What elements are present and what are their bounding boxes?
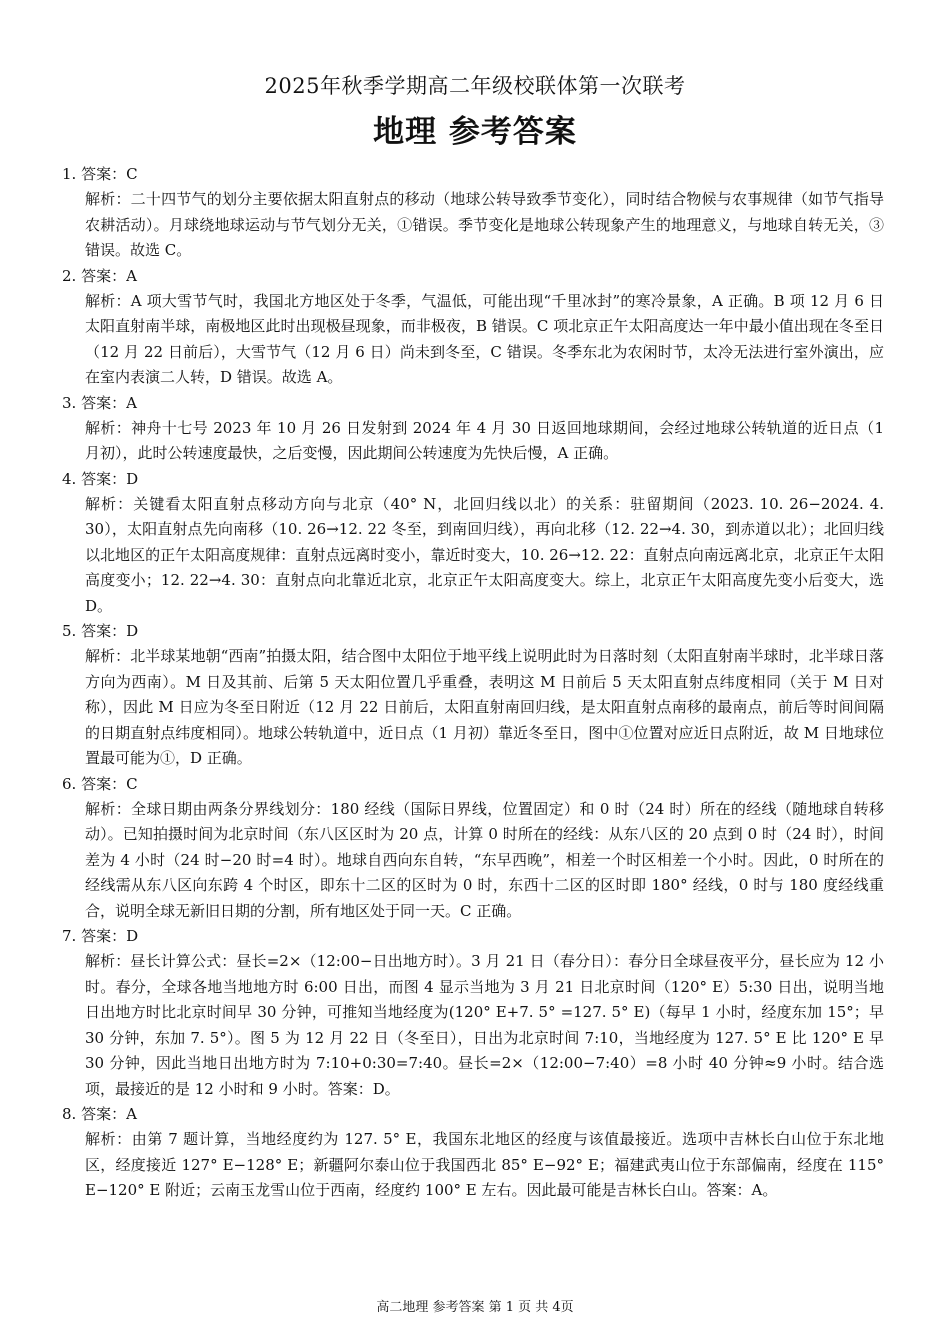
explanation-text: 解析：神舟十七号 2023 年 10 月 26 日发射到 2024 年 4 月 30 日返回地球期间，会经过地球公转轨道的近日点（1 月初），此时公转速度最快，之后变慢，因此期间公转速度为先快后慢，A 正确。 (85, 418, 884, 462)
answer-line: 1. 答案：C (62, 165, 138, 183)
explanation-text: 解析：A 项大雪节气时，我国北方地区处于冬季，气温低，可能出现“千里冰封”的寒冷景象，A 正确。B 项 12 月 6 日太阳直射南半球，南极地区此时出现极昼现象，而非极夜，B 错误。C 项北京正午太阳高度达一年中最小值出现在冬至日（12 月 22 日前后），大雪节气（12 月 6 日）尚未到冬至，C 错误。冬季东北为农闲时节，太冷无法进行室外演出，应在室内表演二人转，D 错误。故选 A。 (85, 291, 884, 386)
explanation-text: 解析：关键看太阳直射点移动方向与北京（40° N，北回归线以北）的关系：驻留期间（2023. 10. 26−2024. 4. 30），太阳直射点先向南移（10. 26→12. 22 冬至，到南回归线），再向北移（12. 22→4. 30，到赤道以北）；北回归线以北地区的正午太阳高度规律：直射点远离时变小，靠近时变大，10. 26→12. 22：直射点向南远离北京，北京正午太阳高度变小；12. 22→4. 30：直射点向北靠近北京，北京正午太阳高度变大。综上，北京正午太阳高度先变小后变大，选 D。 (85, 494, 884, 615)
question-item-7 (62, 924, 884, 1102)
question-item-8 (62, 1102, 884, 1204)
question-item-2 (62, 264, 884, 391)
answer-line: 7. 答案：D (62, 927, 139, 945)
answer-line: 8. 答案：A (62, 1105, 137, 1123)
answer-line: 3. 答案：A (62, 393, 137, 412)
question-item-5 (62, 619, 884, 772)
answer-line: 5. 答案：D (62, 622, 139, 640)
question-item-3 (62, 391, 884, 467)
explanation-text: 解析：由第 7 题计算，当地经度约为 127. 5° E，我国东北地区的经度与该值最接近。选项中吉林长白山位于东北地区，经度接近 127° E−128° E；新疆阿尔泰山位于我国西北 85° E−92° E；福建武夷山位于东部偏南，经度在 115° E−120° E 附近；云南玉龙雪山位于西南，经度约 100° E 左右。因此最可能是吉林长白山。答案：A。 (85, 1130, 884, 1199)
explanation-text: 解析：二十四节气的划分主要依据太阳直射点的移动（地球公转导致季节变化），同时结合物候与农事规律（如节气指导农耕活动）。月球绕地球运动与节气划分无关，①错误。季节变化是地球公转现象产生的地理意义，与地球自转无关，③错误。故选 C。 (85, 190, 884, 259)
page-footer: 高二地理 参考答案 第 1 页 共 4页 (376, 1300, 574, 1315)
exam-title: 2025年秋季学期高二年级校联体第一次联考 (264, 74, 686, 98)
question-item-4 (62, 467, 884, 620)
explanation-text: 解析：全球日期由两条分界线划分：180 经线（国际日界线，位置固定）和 0 时（24 时）所在的经线（随地球自转移动）。已知拍摄时间为北京时间（东八区区时为 20 点，计算 0 时所在的经线：从东八区的 20 点到 0 时（24 时），时间差为 4 小时（24 时−20 时=4 时）。地球自西向东自转，“东早西晚”，相差一个时区相差一个小时。因此，0 时所在的经线需从东八区向东跨 4 个时区，即东十二区的区时为 0 时，东西十二区的区时即 180° 经线，0 时与 180 度经线重合，说明全球无新旧日期的分割，所有地区处于同一天。C 正确。 (85, 799, 884, 920)
answer-line: 4. 答案：D (62, 469, 139, 488)
question-item-6 (62, 772, 884, 925)
explanation-text: 解析：昼长计算公式：昼长=2×（12:00−日出地方时）。3 月 21 日（春分日）：春分日全球昼夜平分，昼长应为 12 小时。春分，全球各地当地地方时 6:00 日出，而图 4 显示当地为 3 月 21 日北京时间（120° E）5:30 日出，说明当地日出地方时比北京时间早 30 分钟，可推知当地经度为(120° E+7. 5° =127. 5° E)（每早 1 小时，经度东加 15°；早 30 分钟，东加 7. 5°）。图 5 为 12 月 22 日（冬至日），日出为北京时间 7:10，当地经度为 127. 5° E 比 120° E 早 30 分钟，因此当地日出地方时为 7:10+0:30=7:40。昼长=2×（12:00−7:40）=8 小时 40 分钟≈9 小时。结合选项，最接近的是 12 小时和 9 小时。答案：D。 (85, 952, 884, 1098)
question-list (62, 162, 884, 1204)
answer-line: 6. 答案：C (62, 774, 138, 793)
question-item-1 (62, 162, 884, 264)
page-title: 地理 参考答案 (373, 114, 577, 150)
answer-line: 2. 答案：A (62, 266, 137, 285)
explanation-text: 解析：北半球某地朝“西南”拍摄太阳，结合图中太阳位于地平线上说明此时为日落时刻（太阳直射南半球时，北半球日落方向为西南）。M 日及其前、后第 5 天太阳位置几乎重叠，表明这 M 日前后 5 天太阳直射点纬度相同（关于 M 日对称），因此 M 日应为冬至日附近（12 月 22 日前后，太阳直射南回归线，是太阳直射点南移的最南点，前后等时间间隔的日期直射点纬度相同）。地球公转轨道中，近日点（1 月初）靠近冬至日，图中①位置对应近日点附近，故 M 日地球位置最可能为①，D 正确。 (85, 647, 884, 767)
